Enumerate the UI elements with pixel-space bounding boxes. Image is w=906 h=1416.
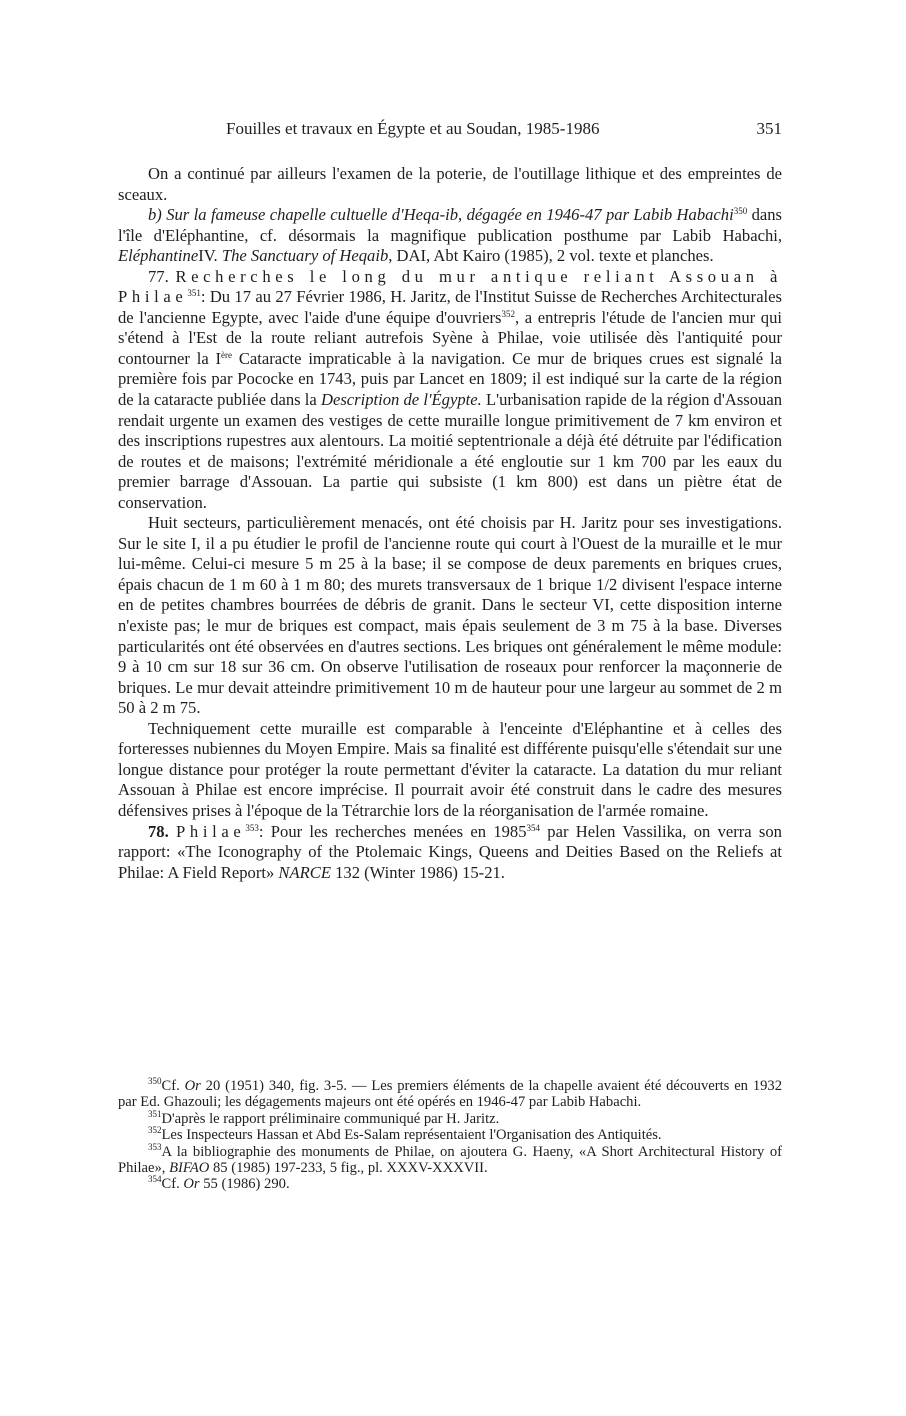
footnote-351 [118,1108,782,1127]
running-head [118,119,782,143]
section-78-italic-narce: NARCE [278,862,331,882]
footnote-350-text-a: Cf. [161,1078,185,1094]
footnote-350-number: 350 [148,1076,162,1086]
footnote-352-number: 352 [148,1125,162,1136]
footnote-353-text-a: A la bibliographie des monuments de Philae, on ajoutera G. Haeny, «A Short Architectural History of Philae», [118,1143,782,1177]
paragraph-heqaib-chapel-text-a: b) Sur la fameuse chapelle cultuelle d'Heqa-ib, dégagée en 1946-47 par Labib Habachi [148,205,734,225]
footnote-354 [118,1176,782,1192]
section-77-text-c: Cataracte impraticable à la navigation. Ce mur de briques crues est signalé la première fois par Pococke en 1743, puis par Lancet en 1809; il est indiqué sur la carte de la région de la cataracte publiée dans la [118,348,782,410]
footnote-350 [118,1078,782,1111]
main-text [118,164,782,883]
paragraph-heqaib-chapel-text-d: , DAI, Abt Kairo (1985), 2 vol. texte et planches. [388,246,714,266]
footnotes [118,1078,782,1193]
footnote-ref-354: 354 [526,822,541,833]
page-number: 351 [756,119,782,138]
section-77-text-b: , a entrepris l'étude de l'ancien mur qui s'étend à l'Est de la route reliant autrefois Syène à Philae, voie utilisée dès l'antiquité pour contourner la I [118,307,783,368]
section-77-text-d: L'urbanisation rapide de la région d'Assouan rendait urgente un examen des vestiges de cette muraille longue primitivement de 7 km environ et des inscriptions rupestres aux alentours. La moitié septentrionale a déjà été détruite par l'édification de routes et de maisons; l'extrémité méridionale a été engloutie sur 1 km 700 par les eaux du premier barrage d'Assouan. La partie qui subsiste (1 km 800) est dans un piètre état de conservation. [118,390,782,512]
paragraph-technique: Techniquement cette muraille est comparable à l'enceinte d'Eléphantine et à celles des forteresses nubiennes du Moyen Empire. Mais sa finalité est différente puisqu'elle s'étendait sur une longue distance pour protéger la route permettant d'éviter la cataracte. La datation du mur reliant Assouan à Philae est encore imprécise. Il pourrait avoir été construit dans le cadre des mesures défensives prises à l'époque de la Tétrarchie lors de la réorganisation de l'armée romaine. [118,718,782,820]
footnote-353 [118,1141,782,1177]
footnote-ref-350: 350 [733,206,748,217]
section-77 [118,267,782,514]
footnote-ref-352: 352 [501,308,516,319]
paragraph-heqaib-chapel-text-b: dans l'île d'Eléphantine, cf. désormais la magnifique publication posthume par Labib Habachi, [118,205,782,245]
section-78-text-a: : Pour les recherches menées en 1985 [258,821,527,841]
section-78-number: 78. [148,821,169,841]
paragraph-eight-sectors: Huit secteurs, particulièrement menacés, ont été choisis par H. Jaritz pour ses investigations. Sur le site I, il a pu étudier le profil de l'ancienne route qui court à l'Ouest de la muraille et le mur lui-même. Celui-ci mesure 5 m 25 à la base; il se compose de deux parements en briques crues, épais chacun de 1 m 60 à 1 m 80; des murets transversaux de 1 brique 1/2 divisent l'espace interne en de petites chambres bourrées de débris de granit. Dans le secteur VI, cette disposition interne n'existe pas; le mur de briques est compact, mais épais seulement de 3 m 75 à la base. Diverses particularités ont été observées en d'autres sections. Les briques ont généralement le même module: 9 à 10 cm sur 18 sur 36 cm. On observe l'utilisation de roseaux pour renforcer la maçonnerie de briques. Le mur devait atteindre primitivement 10 m de hauteur pour une largeur au sommet de 2 m 50 à 2 m 75. [118,513,782,718]
superscript-ere: ère [221,349,233,360]
footnote-354-text-a: Cf. [161,1176,184,1193]
section-78-text-b: par Helen Vassilika, on verra son rapport: «The Iconography of the Ptolemaic Kings, Queens and Deities Based on the Reliefs at Philae: A Field Report» [118,821,782,882]
footnote-352 [118,1127,782,1143]
section-77-text-a: : Du 17 au 27 Février 1986, H. Jaritz, de l'Institut Suisse de Recherches Architecturales de l'ancienne Egypte, avec l'aide d'une équipe d'ouvriers [118,287,782,327]
footnote-351-number: 351 [148,1108,162,1119]
footnote-354-number: 354 [148,1174,162,1185]
footnote-353-text-b: 85 (1985) 197-233, 5 fig., pl. XXXV-XXXVII. [209,1160,488,1177]
section-78 [118,822,782,884]
footnote-350-text-b: 20 (1951) 340, fig. 3-5. — Les premiers éléments de la chapelle avaient été découverts en 1932 par Ed. Ghazouli; les dégagements majeurs ont été opérés en 1946-47 par Labib Habachi. [118,1078,783,1111]
footnote-351-text: D'après le rapport préliminaire communiqué par H. Jaritz. [161,1110,500,1127]
paragraph-heqaib-chapel-text-c: IV. [198,246,222,266]
footnote-ref-353: 353 [245,822,259,833]
footnote-352-text: Les Inspecteurs Hassan et Abd Es-Salam représentaient l'Organisation des Antiquités. [161,1127,662,1144]
footnote-350-italic: Or [184,1078,201,1094]
footnote-353-number: 353 [148,1141,162,1152]
section-78-text-c: 132 (Winter 1986) 15-21. [330,862,505,882]
footnote-353-italic: BIFAO [169,1160,210,1177]
footnote-ref-351: 351 [187,288,201,299]
section-77-heading: Recherches le long du mur antique reliant Assouan à Philae [118,266,782,307]
section-77-italic-description: Description de l'Égypte. [320,390,482,410]
paragraph-pottery: On a continué par ailleurs l'examen de la poterie, de l'outillage lithique et des empreintes de sceaux. [118,164,782,204]
footnote-354-italic: Or [183,1176,200,1193]
paragraph-heqaib-chapel [118,205,782,267]
running-head-title: Fouilles et travaux en Égypte et au Soudan, 1985-1986 [226,119,600,138]
section-77-number: 77. [148,266,169,286]
paragraph-heqaib-chapel-italic-elephantine: Eléphantine [118,246,199,266]
footnote-354-text-b: 55 (1986) 290. [199,1176,290,1193]
paragraph-heqaib-chapel-italic-sanctuary: The Sanctuary of Heqaib [221,246,389,266]
section-78-heading: Philae [176,821,246,841]
